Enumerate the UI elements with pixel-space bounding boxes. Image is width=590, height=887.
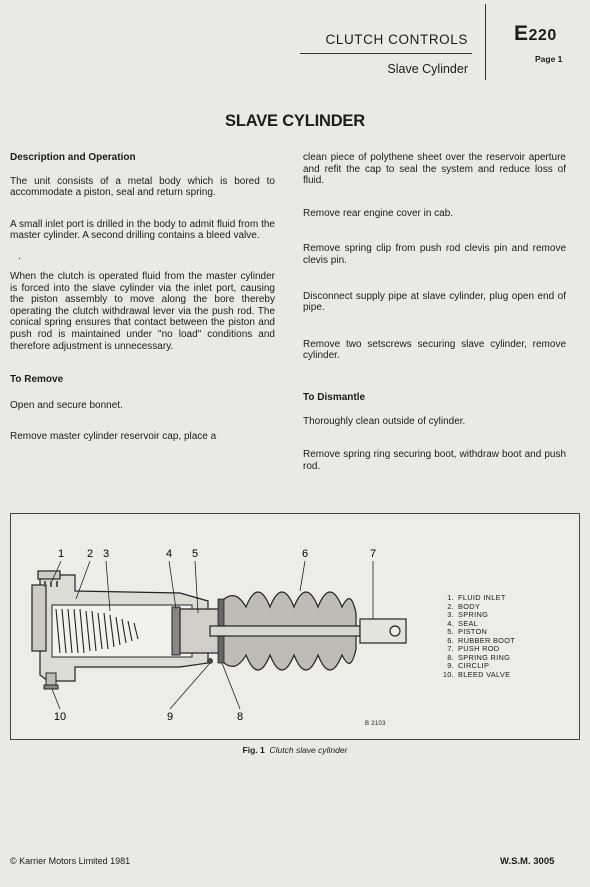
heading-description: Description and Operation <box>10 152 136 163</box>
legend-label: BODY <box>458 601 481 611</box>
figure-legend <box>440 594 515 679</box>
push-rod <box>210 626 360 636</box>
stray-mark: . <box>18 250 21 262</box>
callout-1: 1 <box>57 548 65 560</box>
header-rule <box>300 53 472 54</box>
paragraph: Open and secure bonnet. <box>10 399 123 411</box>
figure-caption <box>170 745 420 755</box>
seal <box>172 607 180 655</box>
cylinder-bore <box>52 605 192 657</box>
paragraph: Disconnect supply pipe at slave cylinder, plug open end of pipe. <box>303 290 566 314</box>
clevis <box>360 619 406 643</box>
callout-7: 7 <box>369 548 377 560</box>
manual-code <box>514 22 557 46</box>
callout-9: 9 <box>166 711 174 723</box>
paragraph: Remove spring ring securing boot, withdraw boot and push rod. <box>303 449 566 472</box>
paragraph: A small inlet port is drilled in the body to admit fluid from the master cylinder. A second drilling contains a bleed valve. <box>10 218 275 242</box>
legend-number: 5. <box>447 627 454 636</box>
left-column <box>10 152 275 443</box>
legend-label: SPRING RING <box>458 652 511 662</box>
callout-3: 3 <box>102 548 110 560</box>
callout-4: 4 <box>165 548 173 560</box>
paragraph: Remove spring clip from push rod clevis pin and remove clevis pin. <box>303 243 566 266</box>
page-number: Page 1 <box>535 54 563 64</box>
legend-number: 10. <box>442 669 454 679</box>
bleed-valve <box>44 673 58 689</box>
caption-text: Clutch slave cylinder <box>269 745 348 755</box>
legend-label: FLUID INLET <box>458 593 506 602</box>
callout-6: 6 <box>301 548 309 560</box>
code-number: 220 <box>528 27 557 44</box>
legend-label: CIRCLIP <box>458 661 490 670</box>
page-title: SLAVE CYLINDER <box>225 112 365 130</box>
legend-label: BLEED VALVE <box>458 669 511 679</box>
legend-number: 6. <box>447 635 454 645</box>
legend-label: SPRING <box>458 610 489 619</box>
heading-to-dismantle: To Dismantle <box>303 391 366 403</box>
paragraph: Thoroughly clean outside of cylinder. <box>303 415 466 427</box>
callout-8: 8 <box>236 711 244 723</box>
legend-number: 2. <box>447 601 454 611</box>
legend-label: RUBBER BOOT <box>458 635 516 645</box>
figure-reference: B 2103 <box>365 721 386 727</box>
callout-10: 10 <box>53 711 67 723</box>
legend-label: SEAL <box>458 618 479 628</box>
legend-label: PISTON <box>458 627 488 636</box>
legend-number: 8. <box>447 652 454 662</box>
copyright: © Karrier Motors Limited 1981 <box>10 856 131 866</box>
code-letter: E <box>514 22 529 45</box>
legend-number: 3. <box>447 610 454 619</box>
callout-2: 2 <box>86 548 94 560</box>
paragraph: Remove rear engine cover in cab. <box>303 207 454 219</box>
heading-to-remove: To Remove <box>10 374 64 386</box>
callout-5: 5 <box>191 548 199 560</box>
fluid-inlet-cap <box>38 571 60 579</box>
paragraph: Remove master cylinder reservoir cap, place a <box>10 431 217 443</box>
header-divider <box>485 4 486 80</box>
right-column <box>303 152 566 472</box>
subsection-title: Slave Cylinder <box>387 62 468 76</box>
legend-number: 1. <box>447 593 454 602</box>
document-code: W.S.M. 3005 <box>500 856 555 867</box>
paragraph: The unit consists of a metal body which is bored to accommodate a piston, seal and return spring. <box>10 175 275 199</box>
legend-number: 7. <box>447 644 454 653</box>
legend-number: 4. <box>447 618 454 628</box>
section-title: CLUTCH CONTROLS <box>325 32 468 47</box>
caption-prefix: Fig. 1 <box>242 745 265 755</box>
legend-item <box>440 671 515 680</box>
legend-label: PUSH ROD <box>458 644 500 653</box>
paragraph: Remove two setscrews securing slave cylinder, remove cylinder. <box>303 338 566 362</box>
paragraph: When the clutch is operated fluid from the master cylinder is forced into the slave cylinder via the inlet port, causing the piston assembly to move along the bore thereby operating the clutch withdrawal lever via the push rod. The conical spring ensures that contact between the piston and push rod is maintained under "no load" conditions and therefore adjustment is unnecessary. <box>10 270 275 352</box>
legend-number: 9. <box>447 661 454 670</box>
paragraph: clean piece of polythene sheet over the reservoir aperture and refit the cap to seal the system and reduce loss of fluid. <box>303 152 566 187</box>
